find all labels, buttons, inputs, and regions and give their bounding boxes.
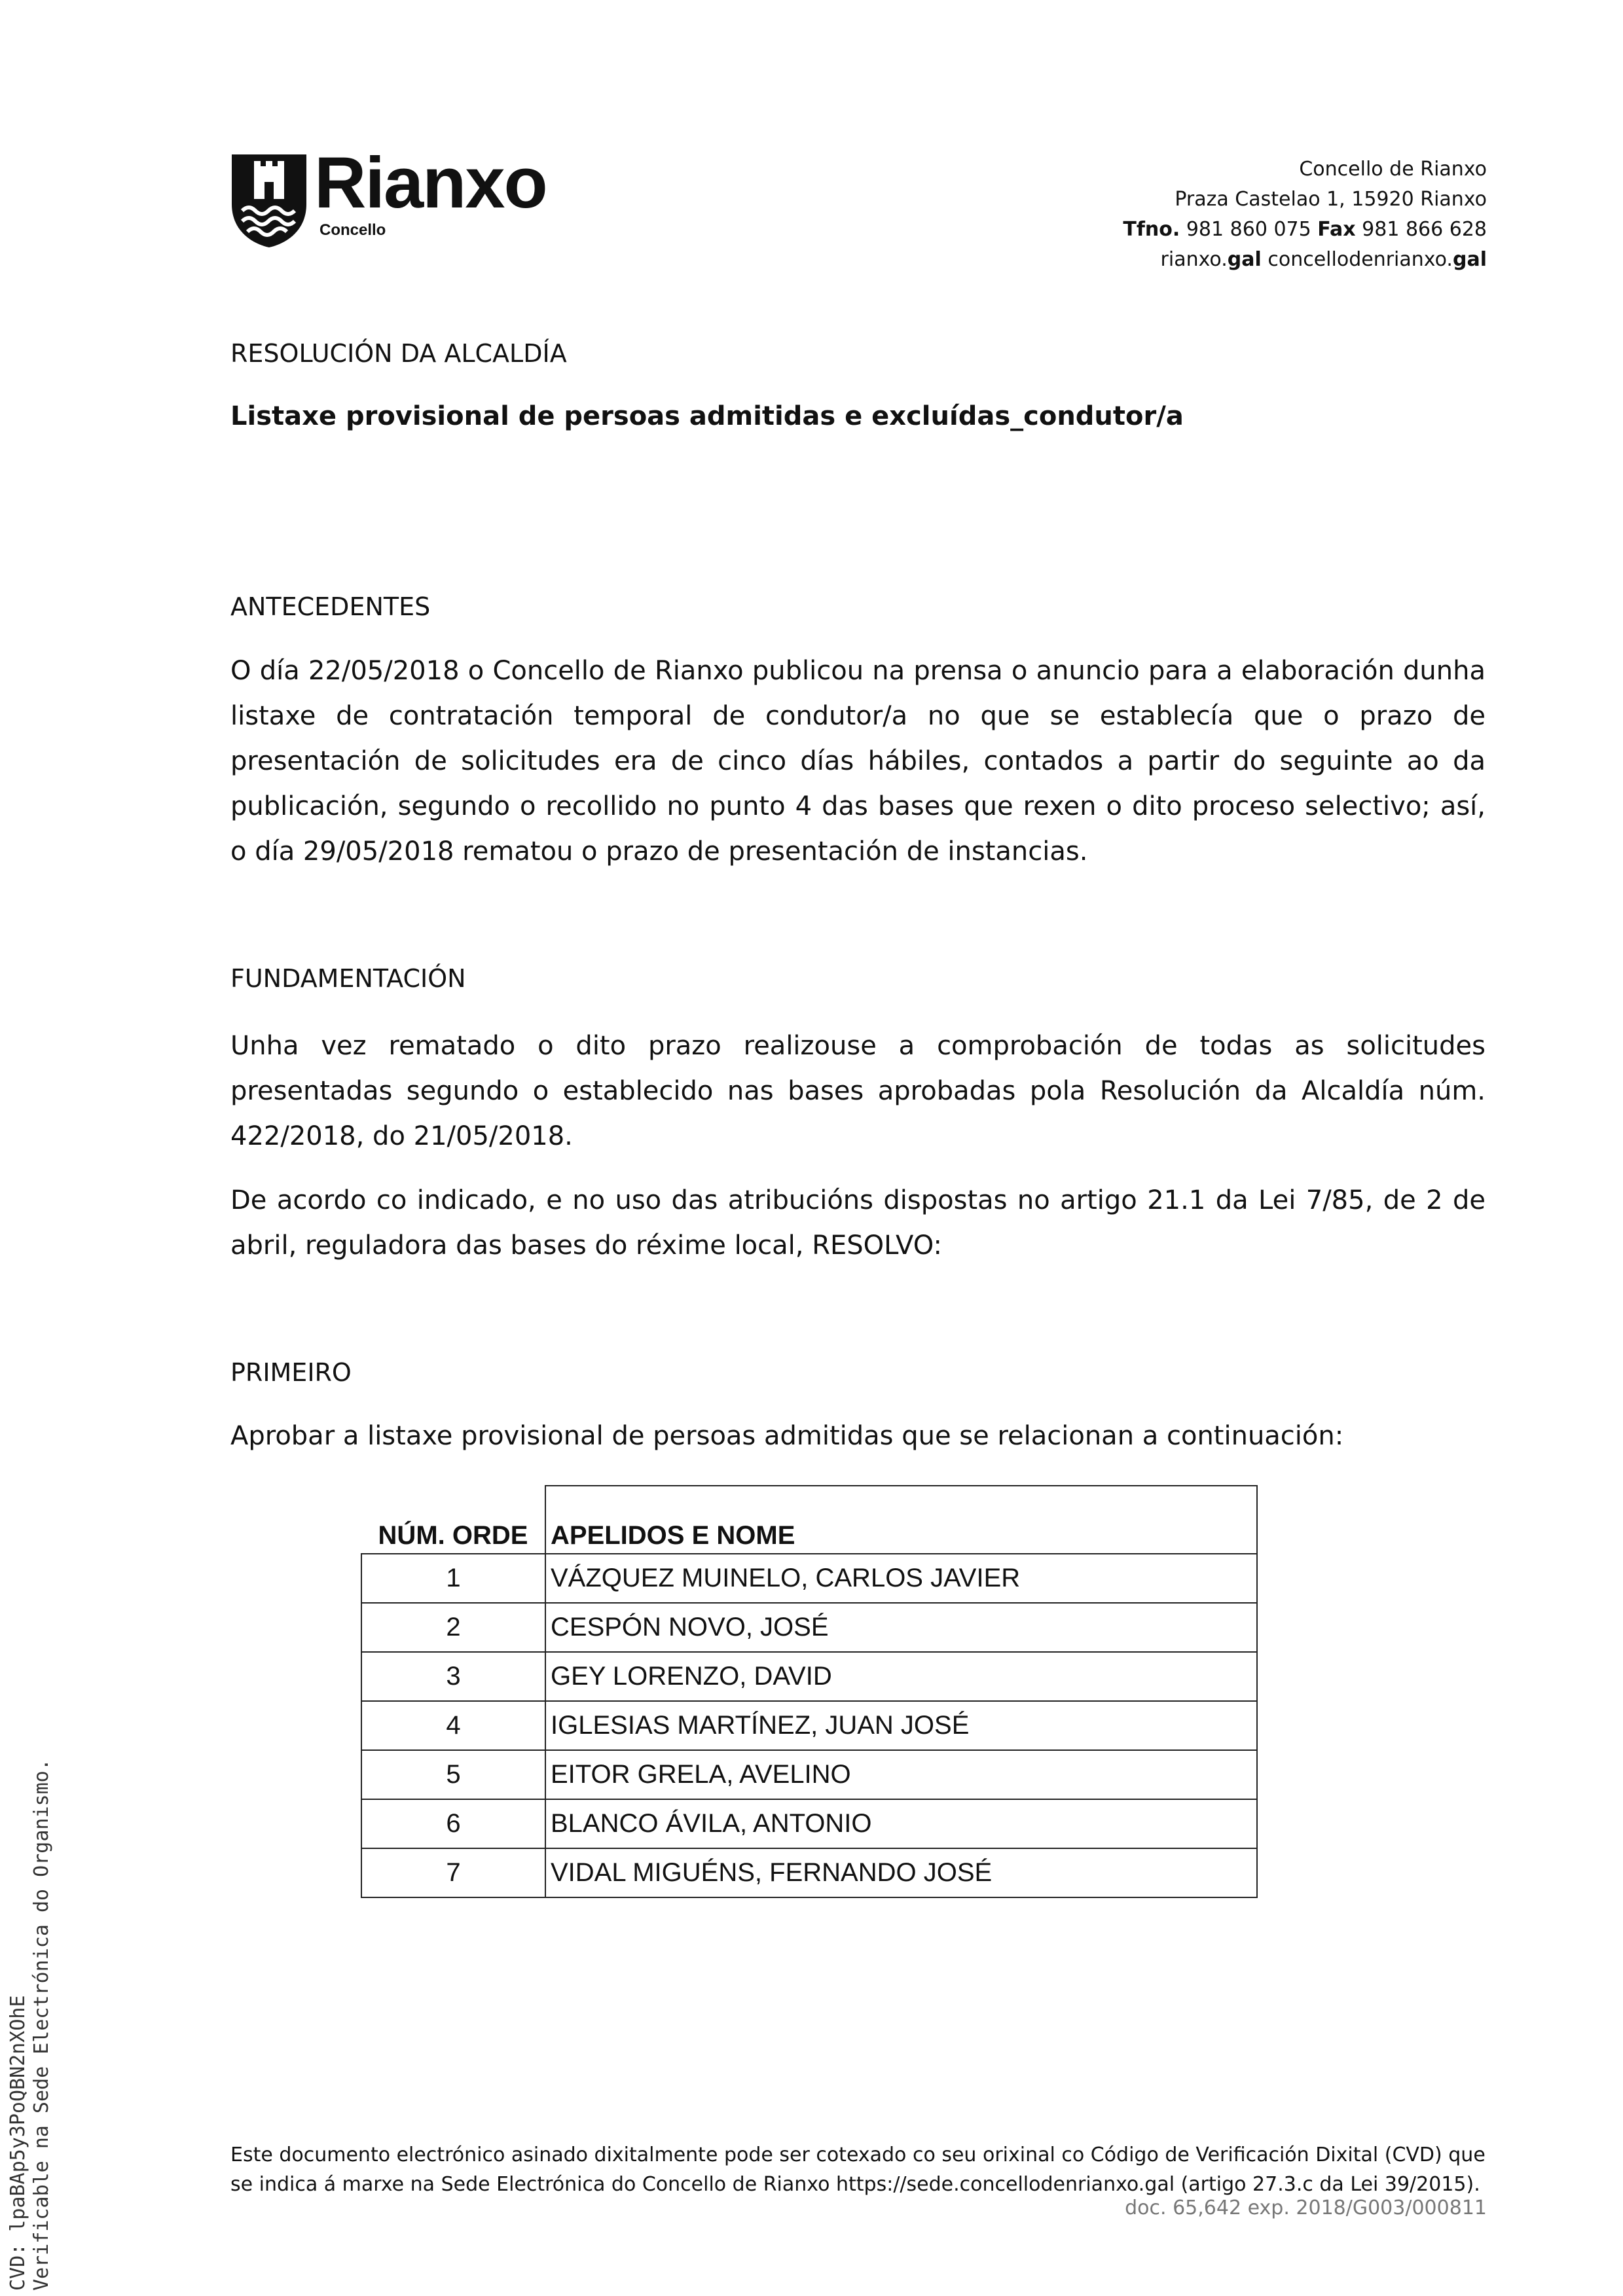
cvd-verify-text: Verificable na Sede Electrónica do Organismo. xyxy=(30,1759,53,2291)
row-name: BLANCO ÁVILA, ANTONIO xyxy=(545,1799,1257,1848)
table-row xyxy=(361,1848,1257,1897)
fundamentacion-heading: FUNDAMENTACIÓN xyxy=(230,964,466,993)
row-name: EITOR GRELA, AVELINO xyxy=(545,1750,1257,1799)
row-name: VÁZQUEZ MUINELO, CARLOS JAVIER xyxy=(545,1554,1257,1603)
row-name: IGLESIAS MARTÍNEZ, JUAN JOSÉ xyxy=(545,1701,1257,1750)
table-header-row xyxy=(361,1486,1257,1554)
primeiro-text: Aprobar a listaxe provisional de persoas admitidas que se relacionan a continuación: xyxy=(230,1421,1344,1451)
web2-link[interactable]: concellodenrianxo.gal xyxy=(1267,248,1487,271)
tfno-value: 981 860 075 xyxy=(1186,218,1311,241)
row-num: 2 xyxy=(361,1603,545,1652)
cvd-margin xyxy=(7,1759,54,2291)
table-row xyxy=(361,1750,1257,1799)
antecedentes-heading: ANTECEDENTES xyxy=(230,592,431,621)
table-row xyxy=(361,1603,1257,1652)
row-num: 6 xyxy=(361,1799,545,1848)
row-num: 1 xyxy=(361,1554,545,1603)
row-num: 5 xyxy=(361,1750,545,1799)
primeiro-heading: PRIMEIRO xyxy=(230,1358,352,1387)
rianxo-shield-icon xyxy=(230,153,308,249)
antecedentes-text: O día 22/05/2018 o Concello de Rianxo publicou na prensa o anuncio para a elaboración dunha listaxe de contratación temporal de condutor/a no que se establecía que o prazo de presentación de solicitudes era de cinco días hábiles, contados a partir do seguinte ao da publicación, segundo o recollido no punto 4 das bases que rexen o dito proceso selectivo; así, o día 29/05/2018 rematou o prazo de presentación de instancias. xyxy=(230,656,1486,867)
verification-footer: Este documento electrónico asinado dixitalmente pode ser cotexado co seu orixinal co Código de Verificación Dixital (CVD) que se indica á marxe na Sede Electrónica do Concello de Rianxo https://sede.concellodenrianxo.gal (artigo 27.3.c da Lei 39/2015). xyxy=(230,2144,1486,2196)
fundamentacion-text-2: De acordo co indicado, e no uso das atribucións dispostas no artigo 21.1 da Lei 7/85, de 2 de abril, reguladora das bases do réxime local, RESOLVO: xyxy=(230,1185,1486,1261)
document-title: Listaxe provisional de persoas admitidas e excluídas_condutor/a xyxy=(230,401,1184,431)
contact-web xyxy=(1123,245,1487,275)
col-name-header: APELIDOS E NOME xyxy=(545,1486,1257,1554)
fax-label: Fax xyxy=(1317,218,1356,241)
contact-phones xyxy=(1123,215,1487,245)
contact-block xyxy=(1123,154,1487,275)
tfno-label: Tfno. xyxy=(1123,218,1180,241)
document-reference: doc. 65,642 exp. 2018/G003/000811 xyxy=(1125,2197,1487,2219)
row-name: VIDAL MIGUÉNS, FERNANDO JOSÉ xyxy=(545,1848,1257,1897)
row-name: GEY LORENZO, DAVID xyxy=(545,1652,1257,1701)
contact-name: Concello de Rianxo xyxy=(1299,158,1487,181)
col-num-header: NÚM. ORDE xyxy=(361,1486,545,1554)
row-num: 3 xyxy=(361,1652,545,1701)
web1-link[interactable]: rianxo.gal xyxy=(1160,248,1262,271)
table-row xyxy=(361,1799,1257,1848)
row-num: 4 xyxy=(361,1701,545,1750)
table-row xyxy=(361,1701,1257,1750)
document-type: RESOLUCIÓN DA ALCALDÍA xyxy=(230,339,567,368)
table-row xyxy=(361,1554,1257,1603)
row-name: CESPÓN NOVO, JOSÉ xyxy=(545,1603,1257,1652)
logo-subtitle: Concello xyxy=(319,221,386,239)
admitted-list-table xyxy=(361,1485,1258,1898)
table-row xyxy=(361,1652,1257,1701)
cvd-code: CVD: lpaBAp5y3PoQBN2nXOhE xyxy=(7,1995,29,2291)
contact-address: Praza Castelao 1, 15920 Rianxo xyxy=(1175,188,1487,211)
concello-logo xyxy=(230,143,571,251)
row-num: 7 xyxy=(361,1848,545,1897)
fundamentacion-text-1: Unha vez rematado o dito prazo realizouse a comprobación de todas as solicitudes presentadas segundo o establecido nas bases aprobadas pola Resolución da Alcaldía núm. 422/2018, do 21/05/2018. xyxy=(230,1031,1486,1151)
logo-wordmark: Rianxo xyxy=(314,143,547,223)
fax-value: 981 866 628 xyxy=(1362,218,1487,241)
